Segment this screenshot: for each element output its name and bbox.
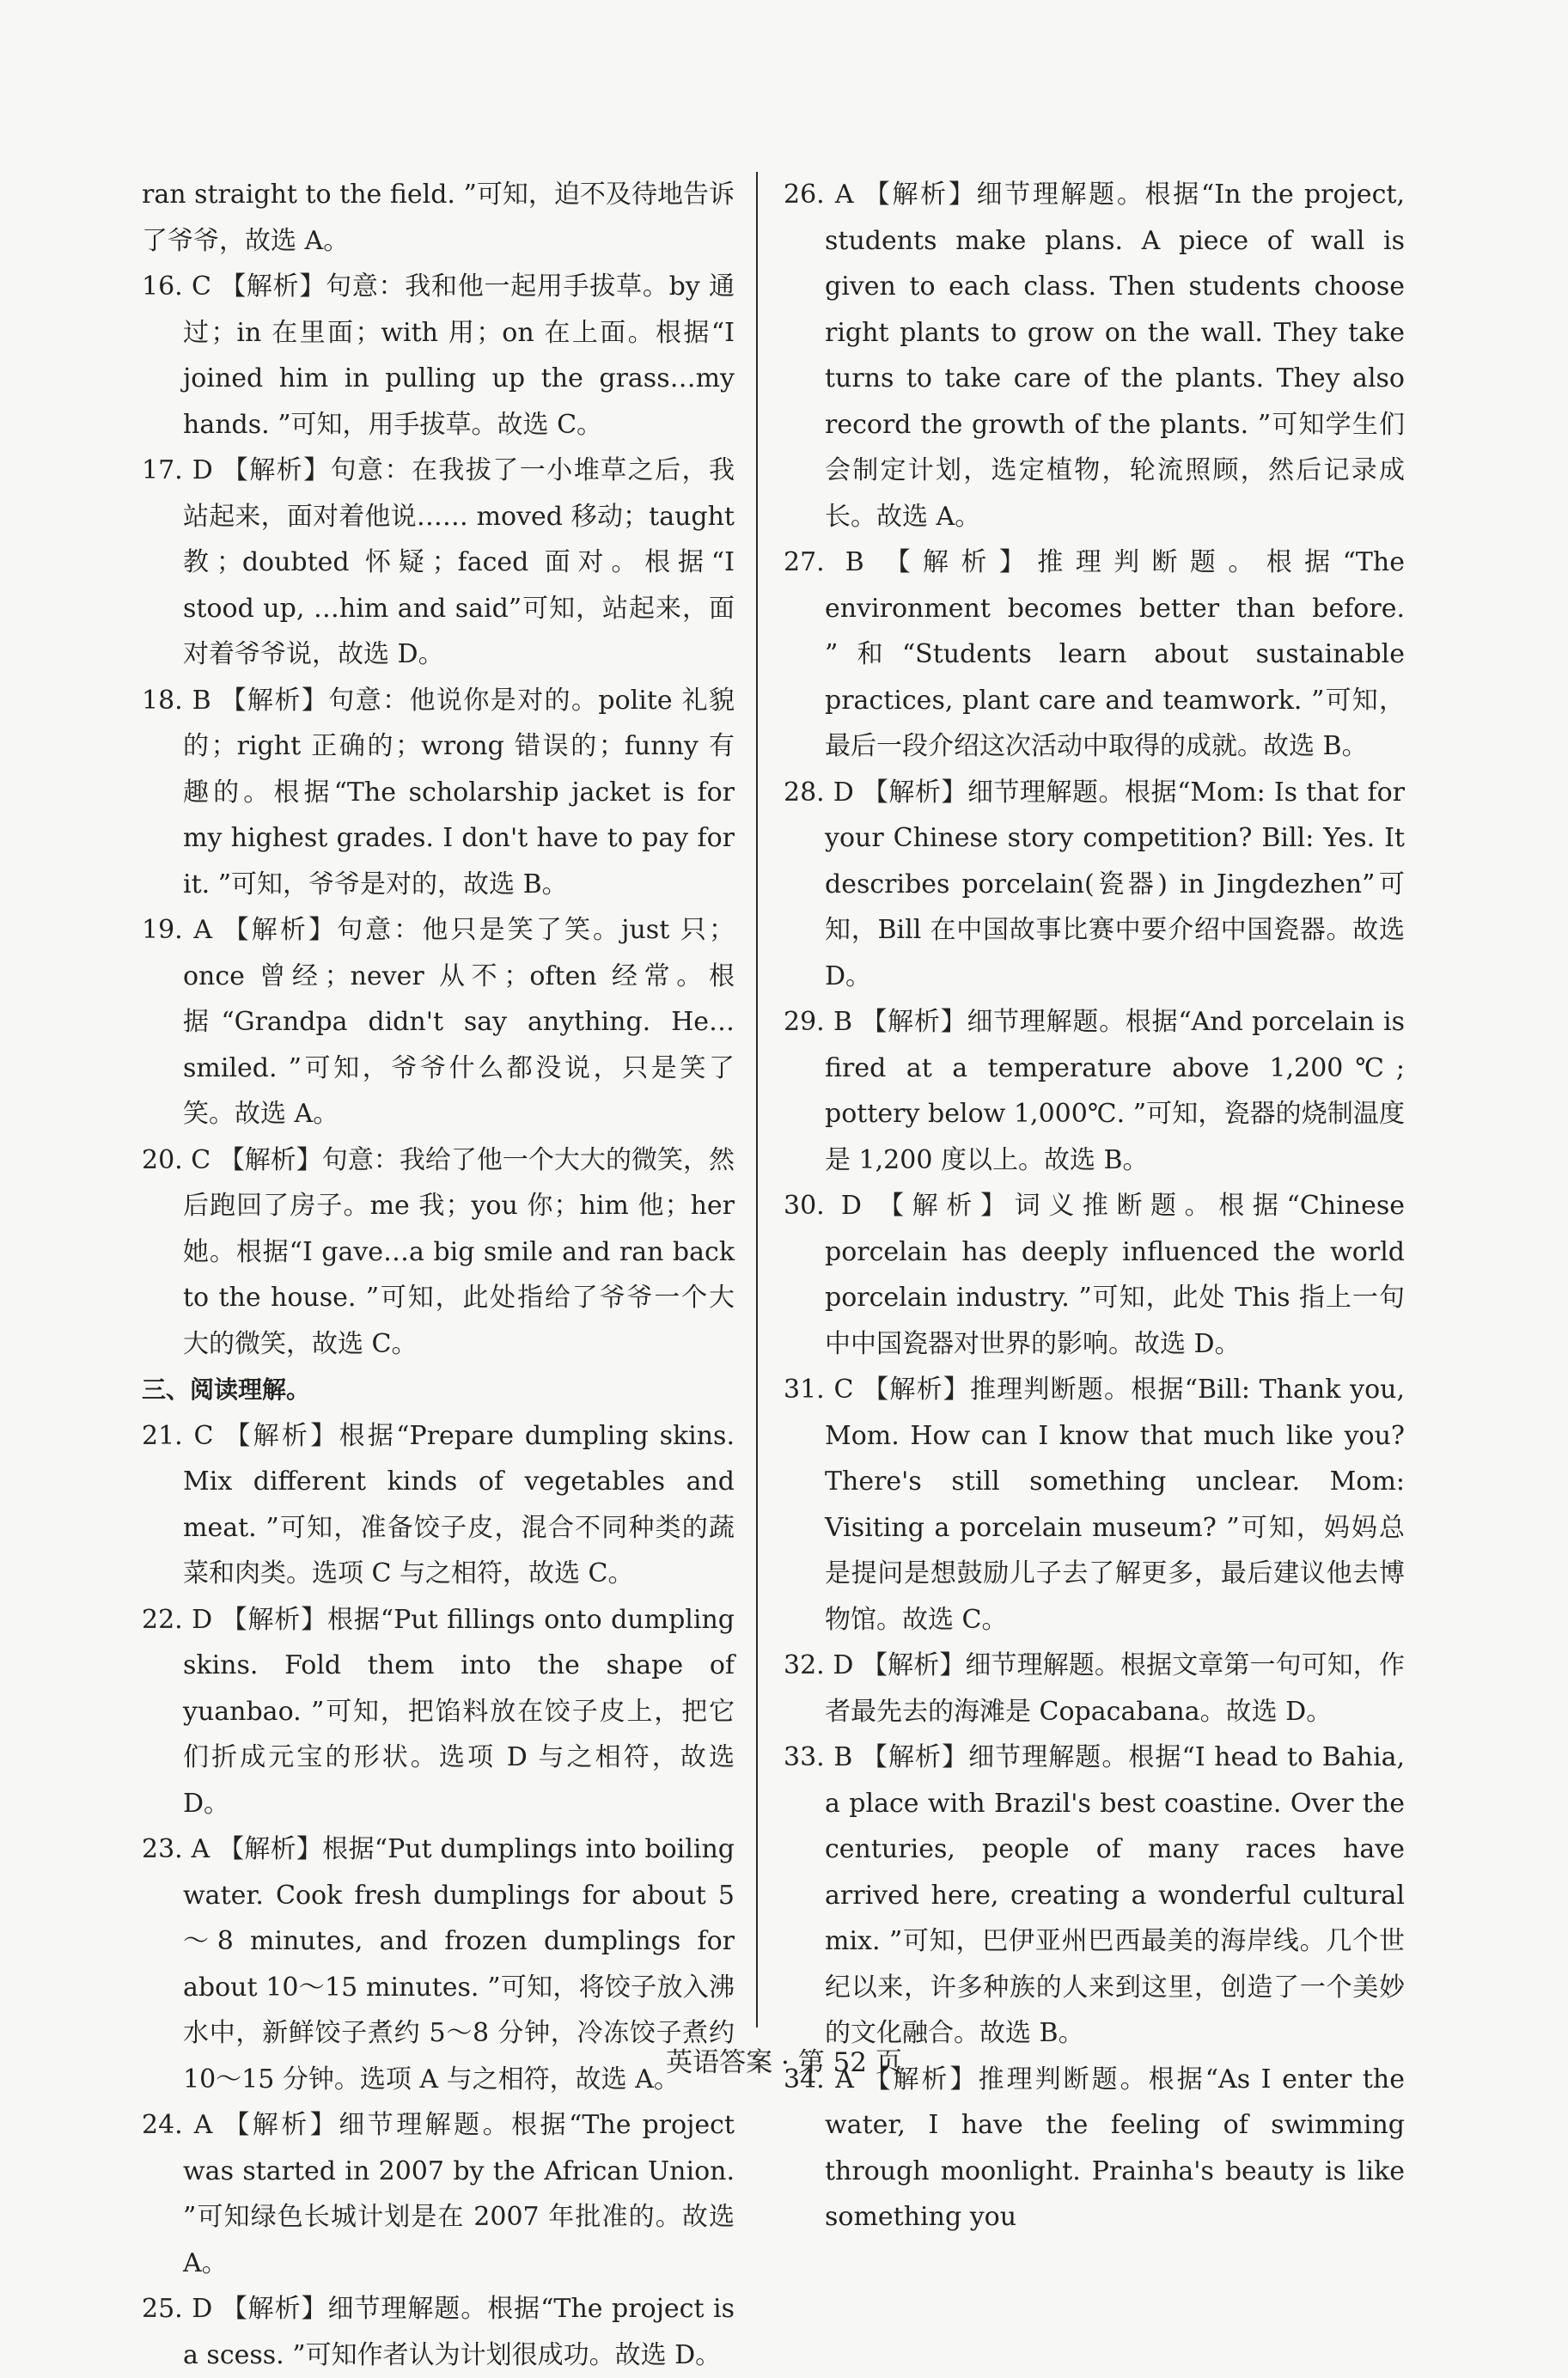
section-title: 三、阅读理解。 (142, 1375, 311, 1404)
answer-item-20: 20. C 【解析】句意：我给了他一个大大的微笑，然后跑回了房子。me 我；you 你；him 他；her 她。根据“I gave…a big smile and ran back to the house. ”可知，此处指给了爷爷一个大大的微笑，故选 C。 (142, 1144, 735, 1359)
answer-item-31: 31. C 【解析】推理判断题。根据“Bill: Thank you, Mom. How can I know that much like you? There's still something unclear. Mom: Visiting a porcelain museum? ”可知，妈妈总是提问是想鼓励儿子去了解更多，最后建议他去博物馆。故选 C。 (784, 1375, 1405, 1635)
answer-item-32: 32. D 【解析】细节理解题。根据文章第一句可知，作者最先去的海滩是 Copacabana。故选 D。 (784, 1650, 1405, 1727)
answer-item-17: 17. D 【解析】句意：在我拔了一小堆草之后，我站起来，面对着他说…… moved 移动；taught 教；doubted 怀疑；faced 面对。根据“I stood up, …him and said”可知，站起来，面对着爷爷说，故选 D。 (142, 455, 735, 669)
right-column (784, 172, 1405, 2241)
page-footer: 英语答案 · 第 52 页 (666, 2047, 902, 2078)
answer-item-26: 26. A 【解析】细节理解题。根据“In the project, students make plans. A piece of wall is given to each class. Then students choose right plants to grow on the wall. They take turns to take care of the plants. They also record the growth of the plants. ”可知学生们会制定计划，选定植物，轮流照顾，然后记录成长。故选 A。 (784, 180, 1405, 532)
answer-item-22: 22. D 【解析】根据“Put fillings onto dumpling skins. Fold them into the shape of yuanbao. ”可知，把馅料放在饺子皮上，把它们折成元宝的形状。选项 D 与之相符，故选 D。 (142, 1604, 735, 1819)
answer-item-25: 25. D 【解析】细节理解题。根据“The project is a scess. ”可知作者认为计划很成功。故选 D。 (142, 2294, 735, 2370)
answer-item-30: 30. D 【解析】词义推断题。根据“Chinese porcelain has deeply influenced the world porcelain industry. ”可知，此处 This 指上一句中中国瓷器对世界的影响。故选 D。 (784, 1191, 1405, 1359)
answer-item-33: 33. B 【解析】细节理解题。根据“I head to Bahia, a place with Brazil's best coastine. Over the centuries, people of many races have arrived here, creating a wonderful cultural mix. ”可知，巴伊亚州巴西最美的海岸线。几个世纪以来，许多种族的人来到这里，创造了一个美妙的文化融合。故选 B。 (784, 1742, 1405, 2048)
answer-item-23: 23. A 【解析】根据“Put dumplings into boiling water. Cook fresh dumplings for about 5～8 minutes, and frozen dumplings for about 10～15 minutes. ”可知，将饺子放入沸水中，新鲜饺子煮约 5～8 分钟，冷冻饺子煮约 10～15 分钟。选项 A 与之相符，故选 A。 (142, 1834, 735, 2094)
column-divider (756, 172, 758, 2027)
answer-item-27: 27. B 【解析】推理判断题。根据“The environment becomes better than before. ”和“Students learn about sustainable practices, plant care and teamwork. ”可知，最后一段介绍这次活动中取得的成就。故选 B。 (784, 547, 1405, 761)
answer-item-29: 29. B 【解析】细节理解题。根据“And porcelain is fired at a temperature above 1,200℃; pottery below 1,000℃. ”可知，瓷器的烧制温度是 1,200 度以上。故选 B。 (784, 1007, 1405, 1175)
answer-item-34: 34. A 【解析】推理判断题。根据“As I enter the water, I have the feeling of swimming through moonlight. Prainha's beauty is like something you (784, 2064, 1405, 2232)
answer-item-19: 19. A 【解析】句意：他只是笑了笑。just 只；once 曾经；never 从不；often 经常。根据“Grandpa didn't say anything. He…smiled. ”可知，爷爷什么都没说，只是笑了笑。故选 A。 (142, 915, 735, 1129)
continuation-text: ran straight to the field. ”可知，迫不及待地告诉了爷爷，故选 A。 (142, 180, 735, 256)
answer-item-16: 16. C 【解析】句意：我和他一起用手拔草。by 通过；in 在里面；with 用；on 在上面。根据“I joined him in pulling up the grass…my hands. ”可知，用手拔草。故选 C。 (142, 271, 735, 440)
answer-item-24: 24. A 【解析】细节理解题。根据“The project was started in 2007 by the African Union. ”可知绿色长城计划是在 2007 年批准的。故选 A。 (142, 2110, 735, 2278)
answer-item-21: 21. C 【解析】根据“Prepare dumpling skins. Mix different kinds of vegetables and meat. ”可知，准备饺子皮，混合不同种类的蔬菜和肉类。选项 C 与之相符，故选 C。 (142, 1420, 735, 1588)
answer-item-18: 18. B 【解析】句意：他说你是对的。polite 礼貌的；right 正确的；wrong 错误的；funny 有趣的。根据“The scholarship jacket is for my highest grades. I don't have to pay for it. ”可知，爷爷是对的，故选 B。 (142, 685, 735, 899)
answer-item-28: 28. D 【解析】细节理解题。根据“Mom: Is that for your Chinese story competition? Bill: Yes. It describes porcelain(瓷器) in Jingdezhen”可知，Bill 在中国故事比赛中要介绍中国瓷器。故选 D。 (784, 777, 1405, 991)
